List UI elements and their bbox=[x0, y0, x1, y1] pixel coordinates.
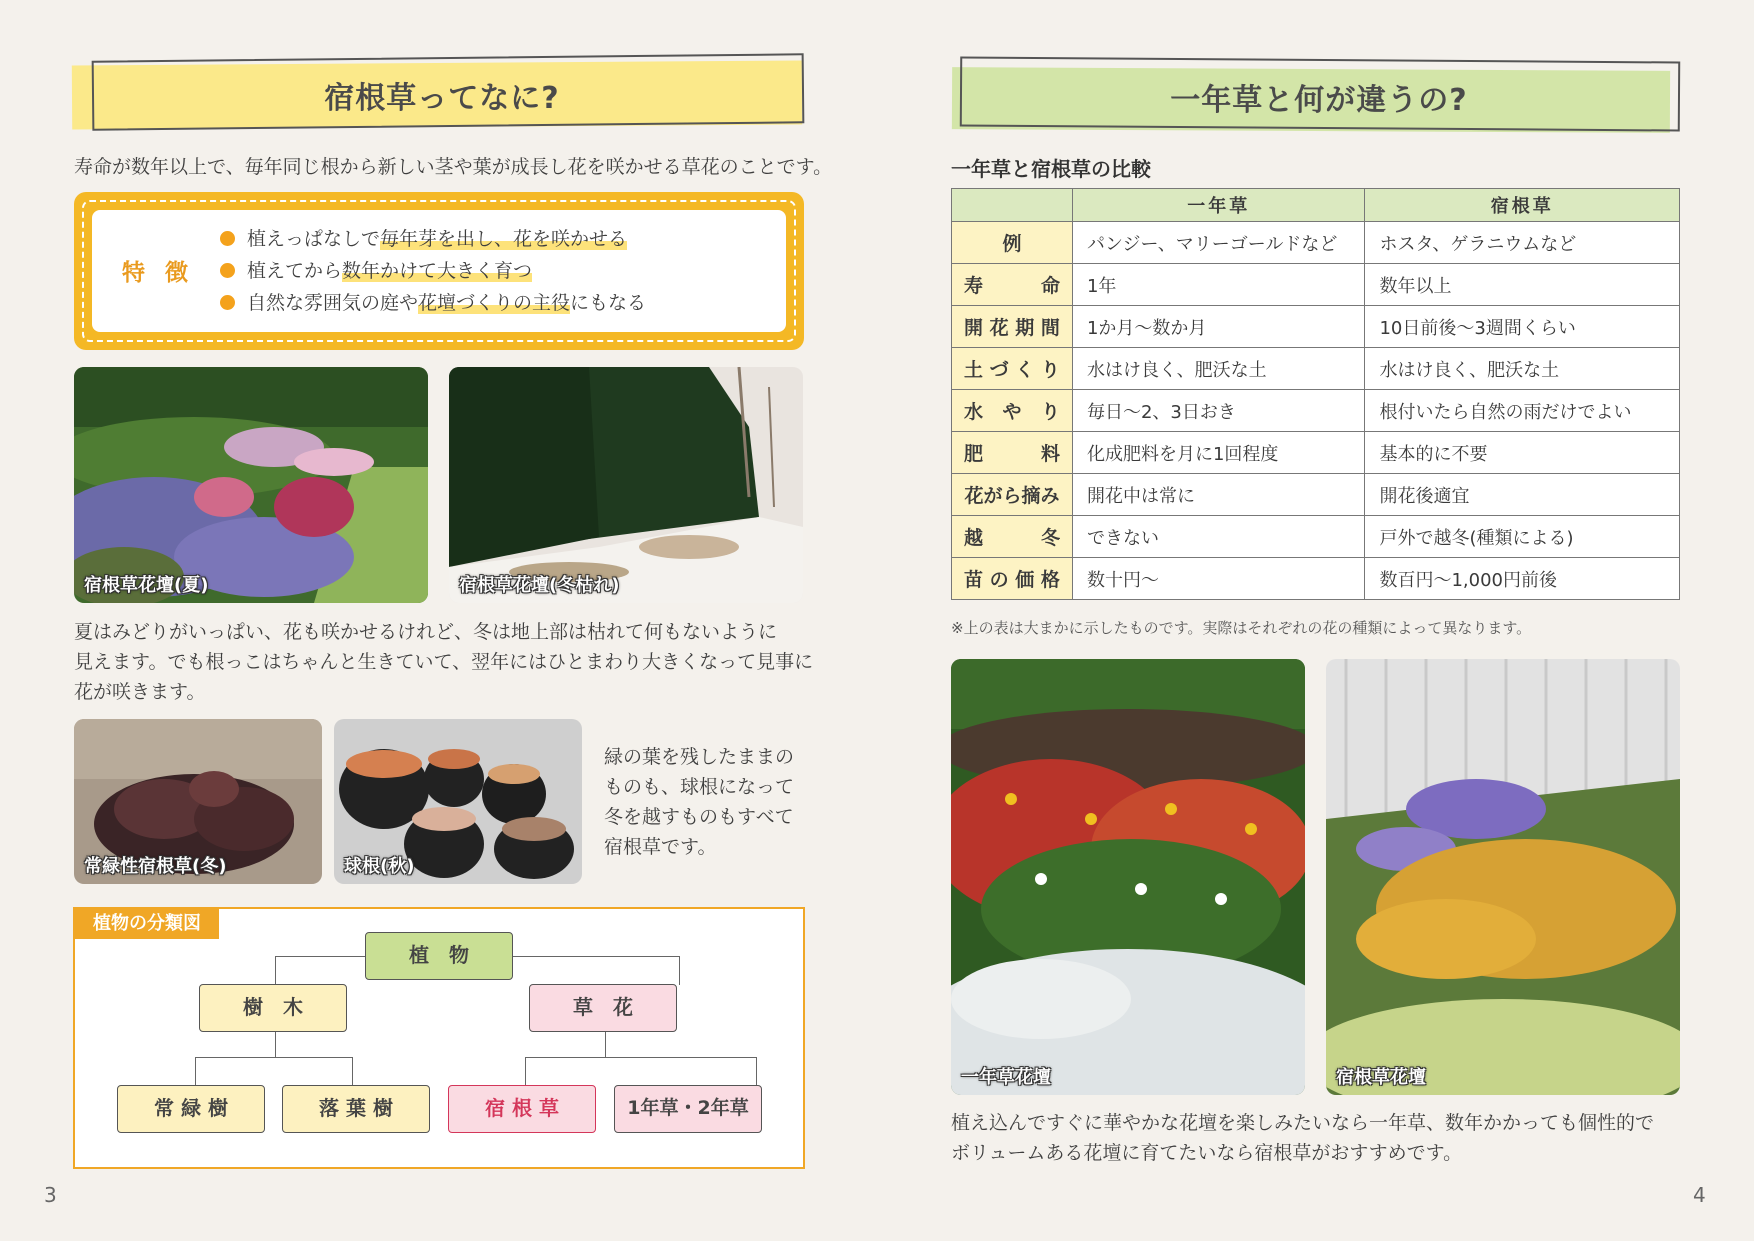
comparison-table bbox=[951, 188, 1680, 600]
table-title: 一年草と宿根草の比較 bbox=[951, 157, 1151, 181]
row-label: 苗 の 価 格 bbox=[952, 558, 1073, 600]
bullet-icon bbox=[220, 263, 235, 278]
summer-border-photo bbox=[74, 367, 428, 603]
table-row bbox=[952, 558, 1680, 600]
right-page-title: 一年草と何が違うの? bbox=[1170, 83, 1468, 118]
closing-text: 植え込んですぐに華やかな花壇を楽しみたいなら一年草、数年かかっても個性的で ボリュームある花壇に育てたいなら宿根草がおすすめです。 bbox=[951, 1112, 1655, 1164]
row-label: 花がら摘み bbox=[952, 474, 1073, 516]
side-note: 緑の葉を残したままの ものも、球根になって 冬を越すものもすべて 宿根草です。 bbox=[604, 746, 795, 858]
row-label: 土 づ く り bbox=[952, 348, 1073, 390]
photo-caption: 宿根草花壇 bbox=[1336, 1067, 1426, 1088]
feature-item: 自然な雰囲気の庭や花壇づくりの主役にもなる bbox=[220, 288, 646, 315]
annual-bed-photo bbox=[951, 659, 1305, 1095]
bulb-photo bbox=[334, 719, 582, 884]
photo-caption: 宿根草花壇(夏) bbox=[84, 575, 209, 596]
photo-caption: 一年草花壇 bbox=[961, 1067, 1051, 1088]
feature-item: 植えっぱなしで毎年芽を出し、花を咲かせる bbox=[220, 224, 627, 251]
perennial-cell: ホスタ、ゲラニウムなど bbox=[1365, 222, 1680, 264]
node-flowering-plants: 草 花 bbox=[529, 984, 677, 1032]
perennial-cell: 水はけ良く、肥沃な土 bbox=[1365, 348, 1680, 390]
perennial-cell: 開花後適宜 bbox=[1365, 474, 1680, 516]
features-box bbox=[74, 192, 804, 350]
table-row bbox=[952, 474, 1680, 516]
table-row bbox=[952, 222, 1680, 264]
annual-cell: できない bbox=[1072, 516, 1365, 558]
classification-diagram bbox=[73, 907, 805, 1169]
table-header-annual: 一年草 bbox=[1072, 189, 1365, 222]
bullet-icon bbox=[220, 231, 235, 246]
page-number-left: 3 bbox=[44, 1183, 57, 1207]
summer-winter-text: 夏はみどりがいっぱい、花も咲かせるけれど、冬は地上部は枯れて何もないように 見えます。でも根っこはちゃんと生きていて、翌年にはひとまわり大きくなって見事に 花が咲きます。 bbox=[74, 621, 814, 703]
annual-cell: 開花中は常に bbox=[1072, 474, 1365, 516]
node-perennials: 宿 根 草 bbox=[448, 1085, 596, 1133]
node-plants: 植 物 bbox=[365, 932, 513, 980]
node-evergreen-trees: 常 緑 樹 bbox=[117, 1085, 265, 1133]
left-title-banner bbox=[72, 55, 812, 135]
table-row bbox=[952, 432, 1680, 474]
table-row bbox=[952, 390, 1680, 432]
perennial-cell: 根付いたら自然の雨だけでよい bbox=[1365, 390, 1680, 432]
row-label: 水 や り bbox=[952, 390, 1073, 432]
bullet-icon bbox=[220, 295, 235, 310]
row-label: 開 花 期 間 bbox=[952, 306, 1073, 348]
feature-item: 植えてから数年かけて大きく育つ bbox=[220, 256, 532, 283]
page-number-right: 4 bbox=[1693, 1183, 1706, 1207]
annual-cell: 1か月〜数か月 bbox=[1072, 306, 1365, 348]
table-row bbox=[952, 348, 1680, 390]
row-label: 例 bbox=[952, 222, 1073, 264]
table-header-corner bbox=[952, 189, 1073, 222]
winter-border-photo bbox=[449, 367, 803, 603]
annual-cell: パンジー、マリーゴールドなど bbox=[1072, 222, 1365, 264]
evergreen-perennial-photo bbox=[74, 719, 322, 884]
annual-cell: 水はけ良く、肥沃な土 bbox=[1072, 348, 1365, 390]
table-header-row bbox=[952, 189, 1680, 222]
perennial-cell: 10日前後〜3週間くらい bbox=[1365, 306, 1680, 348]
annual-cell: 1年 bbox=[1072, 264, 1365, 306]
left-page-title: 宿根草ってなに? bbox=[324, 81, 560, 116]
perennial-cell: 基本的に不要 bbox=[1365, 432, 1680, 474]
intro-text: 寿命が数年以上で、毎年同じ根から新しい茎や葉が成長し花を咲かせる草花のことです。 bbox=[74, 156, 833, 178]
perennial-cell: 数年以上 bbox=[1365, 264, 1680, 306]
node-annuals-biennials: 1年草・2年草 bbox=[614, 1085, 762, 1133]
table-row bbox=[952, 516, 1680, 558]
diagram-title: 植物の分類図 bbox=[75, 909, 219, 939]
row-label: 寿 命 bbox=[952, 264, 1073, 306]
table-row bbox=[952, 306, 1680, 348]
row-label: 越 冬 bbox=[952, 516, 1073, 558]
photo-caption: 宿根草花壇(冬枯れ) bbox=[459, 575, 620, 596]
table-header-perennial: 宿根草 bbox=[1365, 189, 1680, 222]
photo-caption: 常緑性宿根草(冬) bbox=[84, 856, 227, 877]
node-trees: 樹 木 bbox=[199, 984, 347, 1032]
perennial-bed-photo bbox=[1326, 659, 1680, 1095]
annual-cell: 数十円〜 bbox=[1072, 558, 1365, 600]
right-title-banner bbox=[952, 55, 1686, 135]
row-label: 肥 料 bbox=[952, 432, 1073, 474]
annual-cell: 化成肥料を月に1回程度 bbox=[1072, 432, 1365, 474]
node-deciduous-trees: 落 葉 樹 bbox=[282, 1085, 430, 1133]
annual-cell: 毎日〜2、3日おき bbox=[1072, 390, 1365, 432]
perennial-cell: 数百円〜1,000円前後 bbox=[1365, 558, 1680, 600]
photo-caption: 球根(秋) bbox=[344, 856, 415, 877]
table-row bbox=[952, 264, 1680, 306]
features-label: 特 徴 bbox=[122, 260, 195, 286]
perennial-cell: 戸外で越冬(種類による) bbox=[1365, 516, 1680, 558]
table-note: ※上の表は大まかに示したものです。実際はそれぞれの花の種類によって異なります。 bbox=[951, 619, 1532, 637]
